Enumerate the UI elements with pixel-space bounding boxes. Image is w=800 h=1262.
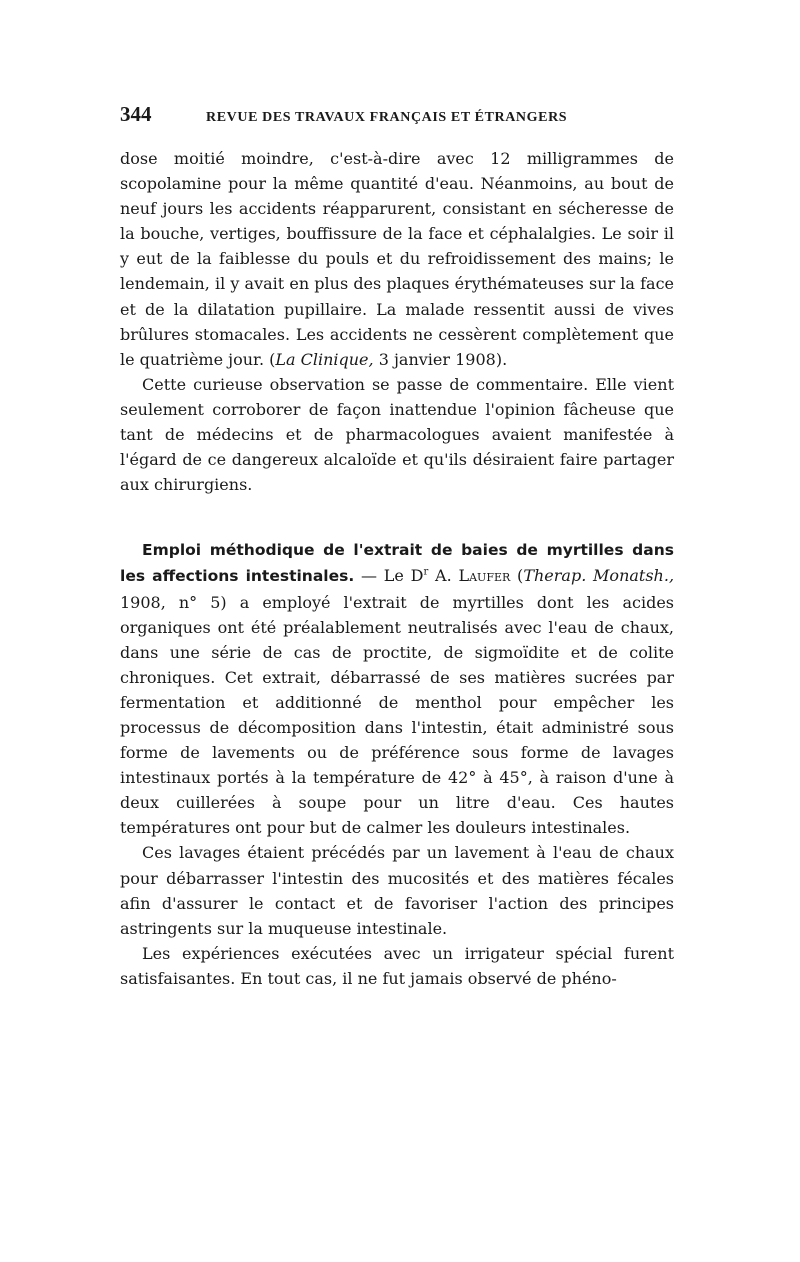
paragraph-3 bbox=[120, 537, 674, 840]
author-initial: A. bbox=[428, 566, 459, 586]
heading-dash: — Le D bbox=[354, 566, 424, 586]
paragraph-5: Les expériences exécutées avec un irrigateur spécial furent satisfaisantes. En tout cas, il ne fut jamais observé de phéno- bbox=[120, 943, 674, 988]
paragraph-1 bbox=[120, 146, 674, 372]
page-number: 344 bbox=[120, 102, 152, 126]
citation-date: 3 janvier 1908). bbox=[373, 349, 508, 369]
paren-open: ( bbox=[510, 566, 524, 586]
citation-source: La Clinique, bbox=[275, 349, 374, 369]
paragraph-1-text: dose moitié moindre, c'est-à-dire avec 12 milligrammes de scopolamine pour la même quantité d'eau. Néanmoins, au bout de neuf jours les accidents réapparurent, consistant en sécheresse de la bouche, vertiges, bouffissure de la face et céphalalgies. Le soir il y eut de la faiblesse du pouls et du refroidissement des mains; le lendemain, il y avait en plus des plaques érythémateuses sur la face et de la dilatation pupillaire. La malade ressentit aussi de vives brûlures stomacales. Les accidents ne cessèrent complètement que le quatrième jour. ( bbox=[120, 149, 674, 369]
paragraph-3-text: 1908, n° 5) a employé l'extrait de myrtilles dont les acides organiques ont été préalablement neutralisés avec l'eau de chaux, dans une série de cas de proctite, de sigmoïdite et de colite chroniques. Cet extrait, débarrassé de ses matières sucrées par fermentation et additionné de menthol pour empêcher les processus de décomposition dans l'intestin, était administré sous forme de lavements ou de préférence sous forme de lavages intestinaux portés à la température de 42° à 45°, à raison d'une à deux cuillerées à soupe pour un litre d'eau. Ces hautes températures ont pour but de calmer les douleurs intestinales. bbox=[120, 592, 674, 838]
journal-name: Therap. Monatsh., bbox=[523, 566, 675, 586]
page-header bbox=[120, 102, 674, 136]
paragraph-4: Ces lavages étaient précédés par un lavement à l'eau de chaux pour débarrasser l'intestin des mucosités et des matières fécales afin d'assurer le contact et de favoriser l'action des principes astringents sur la muqueuse intestinale. bbox=[120, 843, 674, 938]
author-name: Laufer bbox=[458, 566, 511, 586]
paragraph-2: Cette curieuse observation se passe de commentaire. Elle vient seulement corroborer de façon inattendue l'opinion fâcheuse que tant de médecins et de pharmacologues avaient manifestée à l'égard de ce dangereux alcaloïde et qu'ils désiraient faire partager aux chirurgiens. bbox=[120, 374, 674, 495]
dr-superscript: r bbox=[423, 567, 429, 579]
running-title: REVUE DES TRAVAUX FRANÇAIS ET ÉTRANGERS bbox=[206, 110, 568, 125]
section-gap bbox=[120, 497, 674, 537]
book-page bbox=[120, 102, 674, 991]
section-heading: Emploi méthodique de l'extrait de baies de myrtilles dans les affections intestinales. bbox=[120, 541, 674, 586]
